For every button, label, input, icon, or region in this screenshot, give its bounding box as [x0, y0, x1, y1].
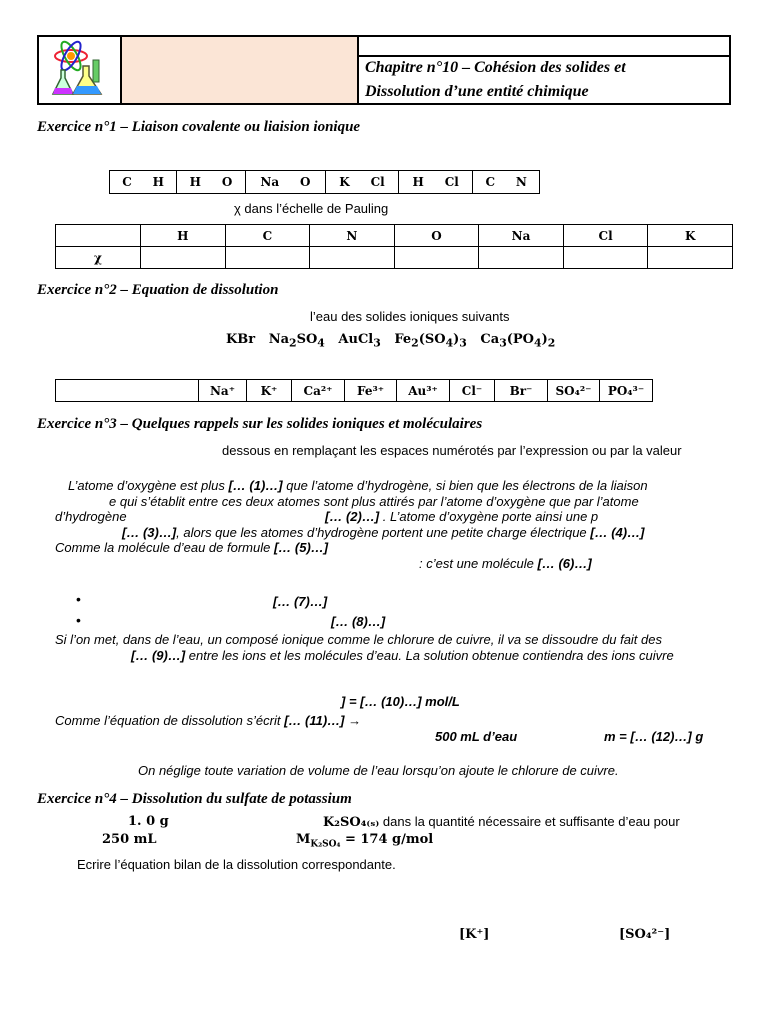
- pauling-header-cell: N: [310, 225, 395, 247]
- ion-so4-concentration: [SO₄²⁻]: [619, 927, 671, 942]
- ex4-heading: Exercice n°4 – Dissolution du sulfate de potassium: [37, 791, 352, 807]
- ex4-molar-mass: $M_{K_2SO_4} = 174$ g/mol: [296, 832, 434, 850]
- ions-header-cell: Ca²⁺: [292, 380, 345, 402]
- chemistry-flasks-atom-icon: [49, 40, 109, 100]
- ions-header-cell: Au³⁺: [397, 380, 450, 402]
- pauling-header-cell: K: [648, 225, 733, 247]
- ions-header-cell: Br⁻: [495, 380, 548, 402]
- ex3-p1-line6: : c’est une molécule [… (6)…]: [419, 556, 592, 571]
- ions-table: [55, 379, 653, 402]
- ex3-p2-line1: Si l’on met, dans de l’eau, un composé ionique comme le chlorure de cuivre, il va se dissoudre du fait des: [55, 632, 662, 647]
- ex3-p1-line2: e qui s’établit entre ces deux atomes sont plus attirés par l’atome d’oxygène que par l’atome: [109, 494, 639, 509]
- ex4-volume-given: 250 mL: [102, 832, 157, 847]
- ions-header-cell: K⁺: [247, 380, 292, 402]
- pauling-header-cell: Na: [479, 225, 564, 247]
- water-volume: 500 mL d’eau: [435, 729, 518, 744]
- ex3-p1-line5: Comme la molécule d’eau de formule [… (5)…]: [55, 540, 329, 555]
- pauling-value-cell: [394, 247, 479, 269]
- ions-header-cell: Cl⁻: [450, 380, 495, 402]
- ex3-heading: Exercice n°3 – Quelques rappels sur les solides ioniques et moléculaires: [37, 416, 483, 432]
- pauling-header-cell: O: [394, 225, 479, 247]
- pauling-value-cell: [310, 247, 395, 269]
- chapter-title-line1: Chapitre n°10 – Cohésion des solides et: [365, 59, 626, 76]
- ionic-solids-list: KBr $Na_2SO_4$ AuCl$_3$ $Fe_2(SO_4)_3$ $Ca_3(PO_4)_2$: [226, 332, 556, 350]
- header-top-strip: [359, 37, 729, 57]
- concentration-line: ] = [… (10)…] mol/L: [341, 694, 460, 709]
- pair-cell: H O: [177, 171, 246, 194]
- pauling-header-cell: Cl: [563, 225, 648, 247]
- pauling-value-cell: [225, 247, 310, 269]
- pair-cell: H Cl: [398, 171, 472, 194]
- pauling-caption: χ dans l’échelle de Pauling: [234, 201, 389, 216]
- header-accent-cell: [122, 37, 359, 103]
- pauling-value-cell: [648, 247, 733, 269]
- ex4-mass-given: 1. 0 g: [128, 814, 169, 829]
- pauling-value-cell: [479, 247, 564, 269]
- ex4-instruction: Ecrire l’équation bilan de la dissolution correspondante.: [77, 857, 396, 872]
- ex3-intro: dessous en remplaçant les espaces numérotés par l’expression ou par la valeur: [222, 443, 682, 458]
- mass-blank: m = [… (12)…] g: [604, 729, 704, 744]
- logo-cell: [39, 37, 122, 103]
- bond-pairs-table: [109, 170, 540, 194]
- pauling-header-cell: H: [141, 225, 226, 247]
- ex2-intro: l’eau des solides ioniques suivants: [310, 309, 510, 324]
- blank-8: [… (8)…]: [331, 614, 386, 629]
- ions-header-cell: PO₄³⁻: [600, 380, 653, 402]
- ex4-line1: K₂SO₄₍ₛ₎ dans la quantité nécessaire et suffisante d’eau pour: [323, 814, 680, 830]
- pauling-header-cell: [56, 225, 141, 247]
- pair-cell: Na O: [245, 171, 325, 194]
- ex3-p2-line2: [… (9)…] entre les ions et les molécules d’eau. La solution obtenue contiendra des ions cuivre: [131, 648, 674, 663]
- blank-7: [… (7)…]: [273, 594, 328, 609]
- ions-header-cell: Na⁺: [199, 380, 247, 402]
- ion-k-concentration: [K⁺]: [459, 927, 490, 942]
- ions-header-cell: SO₄²⁻: [548, 380, 600, 402]
- ions-header-cell: [56, 380, 199, 402]
- header-box: [37, 35, 731, 105]
- chapter-title-line2: Dissolution d’une entité chimique: [365, 83, 589, 100]
- pair-cell: C H: [110, 171, 177, 194]
- ex1-heading: Exercice n°1 – Liaison covalente ou liaision ionique: [37, 119, 361, 135]
- ex2-heading: Exercice n°2 – Equation de dissolution: [37, 282, 279, 298]
- pauling-row-label: χ: [56, 247, 141, 269]
- bullet-dot: •: [76, 612, 81, 628]
- equation-line: Comme l’équation de dissolution s’écrit [… (11)…] →: [55, 713, 362, 728]
- pauling-value-cell: [141, 247, 226, 269]
- pair-cell: K Cl: [326, 171, 399, 194]
- pauling-header-cell: C: [225, 225, 310, 247]
- ex3-p1-line3: d’hydrogène [… (2)…] . L’atome d’oxygène porte ainsi une p: [55, 509, 599, 524]
- pauling-table: [55, 224, 733, 269]
- ex3-note: On néglige toute variation de volume de l’eau lorsqu’on ajoute le chlorure de cuivre.: [138, 763, 619, 778]
- pair-cell: C N: [473, 171, 540, 194]
- ex3-p1-line4: [… (3)…], alors que les atomes d’hydrogène portent une petite charge électrique [… (4)…]: [122, 525, 645, 540]
- ex3-p1-line1: L’atome d’oxygène est plus [… (1)…] que l’atome d’hydrogène, si bien que les électrons de la liaison: [68, 478, 648, 493]
- ions-header-cell: Fe³⁺: [345, 380, 397, 402]
- pauling-value-cell: [563, 247, 648, 269]
- bullet-dot: •: [76, 591, 81, 607]
